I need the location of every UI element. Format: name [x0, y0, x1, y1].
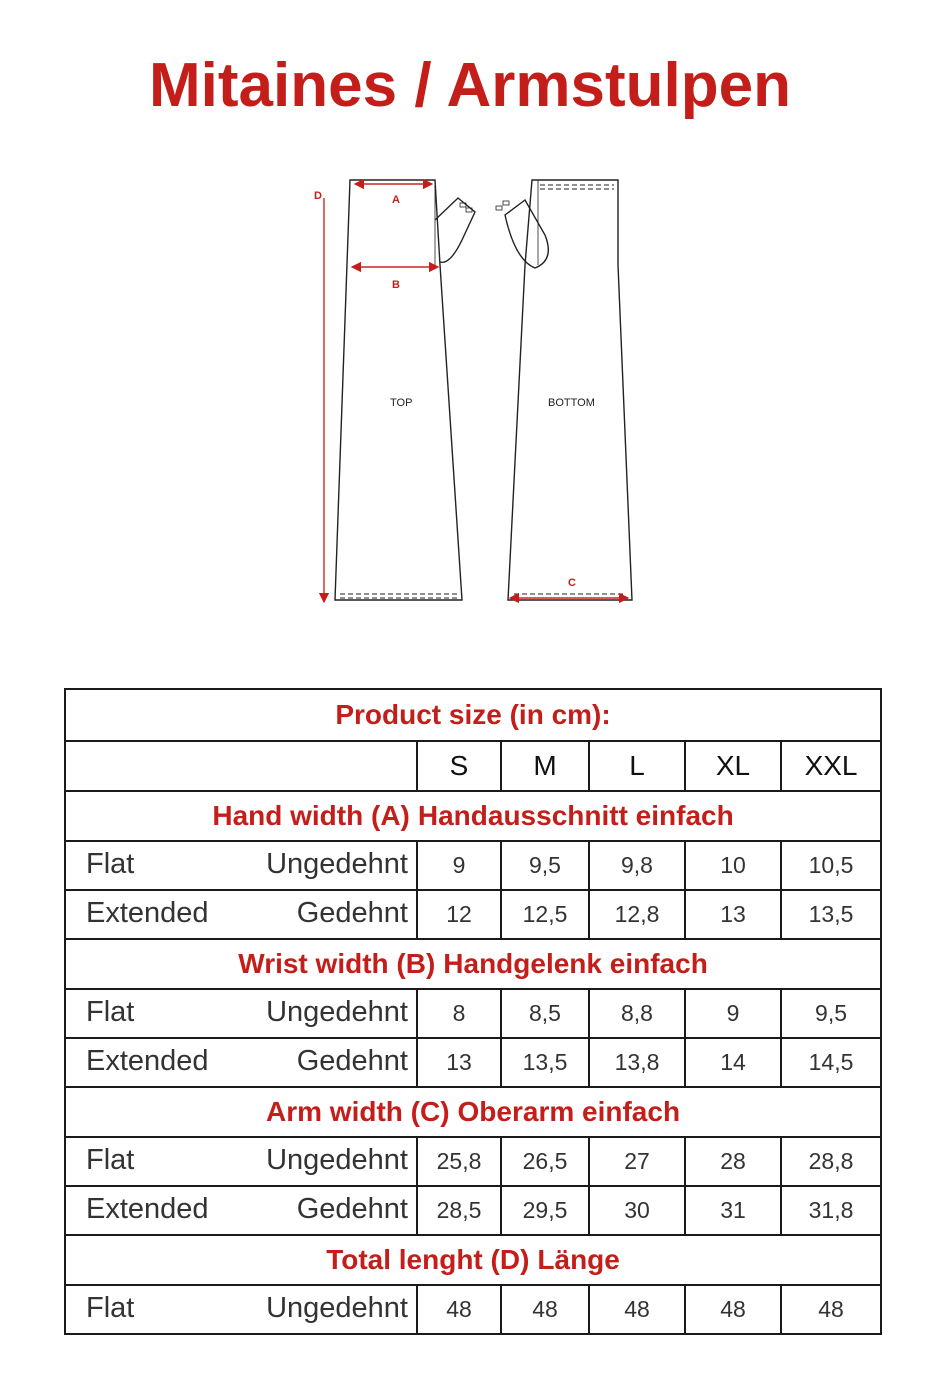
row-label: [65, 1186, 417, 1235]
value-cell: 8,5: [501, 989, 589, 1038]
row-label-de: Ungedehnt: [266, 996, 408, 1028]
section-header-row: [65, 1235, 881, 1285]
value-cell: 12,8: [589, 890, 685, 939]
size-m: M: [501, 741, 589, 791]
value-cell: 9,5: [781, 989, 881, 1038]
row-label-en: Flat: [86, 848, 135, 880]
size-header-blank: [65, 741, 417, 791]
row-label-en: Flat: [86, 1292, 135, 1324]
value-cell: 9: [685, 989, 781, 1038]
value-cell: 13,5: [501, 1038, 589, 1087]
value-cell: 9,8: [589, 841, 685, 890]
table-header-row: [65, 689, 881, 741]
section-header-row: [65, 1087, 881, 1137]
value-cell: 13: [417, 1038, 501, 1087]
table-header: Product size (in cm):: [65, 689, 881, 741]
section-title-en: Total lenght (D): [326, 1244, 530, 1275]
size-xl: XL: [685, 741, 781, 791]
bottom-label: BOTTOM: [548, 397, 595, 409]
section-title-en: Hand width (A): [212, 800, 410, 831]
section-header-row: [65, 939, 881, 989]
table-row: [65, 1038, 881, 1087]
value-cell: 14,5: [781, 1038, 881, 1087]
bottom-piece: [496, 180, 632, 600]
row-label-en: Extended: [86, 897, 209, 929]
value-cell: 48: [589, 1285, 685, 1334]
section-title-de: Länge: [537, 1244, 620, 1275]
table-row: [65, 1137, 881, 1186]
row-label: [65, 1137, 417, 1186]
size-header-row: [65, 741, 881, 791]
row-label-en: Extended: [86, 1193, 209, 1225]
value-cell: 27: [589, 1137, 685, 1186]
row-label-de: Gedehnt: [296, 1045, 408, 1077]
row-label-en: Flat: [86, 1144, 135, 1176]
value-cell: 9: [417, 841, 501, 890]
table-row: [65, 1186, 881, 1235]
table-row: [65, 890, 881, 939]
value-cell: 30: [589, 1186, 685, 1235]
page-title: Mitaines / Armstulpen: [149, 51, 791, 120]
letter-a: A: [392, 194, 400, 206]
row-label-de: Ungedehnt: [266, 1292, 408, 1324]
row-label: [65, 989, 417, 1038]
size-l: L: [589, 741, 685, 791]
letter-d: D: [314, 190, 322, 202]
section-title-en: Arm width (C): [266, 1096, 450, 1127]
value-cell: 25,8: [417, 1137, 501, 1186]
row-label: [65, 890, 417, 939]
value-cell: 12,5: [501, 890, 589, 939]
value-cell: 28: [685, 1137, 781, 1186]
value-cell: 9,5: [501, 841, 589, 890]
size-xxl: XXL: [781, 741, 881, 791]
garment-diagram-svg: [300, 170, 660, 620]
section-title-en: Wrist width (B): [238, 948, 436, 979]
value-cell: 14: [685, 1038, 781, 1087]
value-cell: 8: [417, 989, 501, 1038]
top-piece: [335, 180, 475, 600]
section-title: [65, 1235, 881, 1285]
section-header-row: [65, 791, 881, 841]
row-label-en: Extended: [86, 1045, 209, 1077]
value-cell: 26,5: [501, 1137, 589, 1186]
row-label-de: Ungedehnt: [266, 1144, 408, 1176]
value-cell: 31,8: [781, 1186, 881, 1235]
letter-b: B: [392, 279, 400, 291]
value-cell: 48: [685, 1285, 781, 1334]
value-cell: 13,8: [589, 1038, 685, 1087]
value-cell: 28,8: [781, 1137, 881, 1186]
value-cell: 8,8: [589, 989, 685, 1038]
row-label-de: Ungedehnt: [266, 848, 408, 880]
row-label: [65, 1285, 417, 1334]
value-cell: 10: [685, 841, 781, 890]
size-table: [64, 688, 882, 1335]
value-cell: 13,5: [781, 890, 881, 939]
value-cell: 48: [501, 1285, 589, 1334]
garment-diagram: [300, 170, 660, 620]
table-row: [65, 989, 881, 1038]
table-row: [65, 841, 881, 890]
row-label-de: Gedehnt: [296, 1193, 408, 1225]
section-title: [65, 791, 881, 841]
value-cell: 28,5: [417, 1186, 501, 1235]
letter-c: C: [568, 577, 576, 589]
section-title: [65, 939, 881, 989]
top-label: TOP: [390, 397, 413, 409]
row-label-en: Flat: [86, 996, 135, 1028]
row-label: [65, 841, 417, 890]
value-cell: 12: [417, 890, 501, 939]
value-cell: 13: [685, 890, 781, 939]
section-title: [65, 1087, 881, 1137]
row-label-de: Gedehnt: [296, 897, 408, 929]
value-cell: 48: [417, 1285, 501, 1334]
table-row: [65, 1285, 881, 1334]
row-label: [65, 1038, 417, 1087]
section-title-de: Oberarm einfach: [457, 1096, 681, 1127]
size-s: S: [417, 741, 501, 791]
section-title-de: Handausschnitt einfach: [417, 800, 734, 831]
value-cell: 10,5: [781, 841, 881, 890]
value-cell: 48: [781, 1285, 881, 1334]
value-cell: 31: [685, 1186, 781, 1235]
value-cell: 29,5: [501, 1186, 589, 1235]
section-title-de: Handgelenk einfach: [443, 948, 708, 979]
